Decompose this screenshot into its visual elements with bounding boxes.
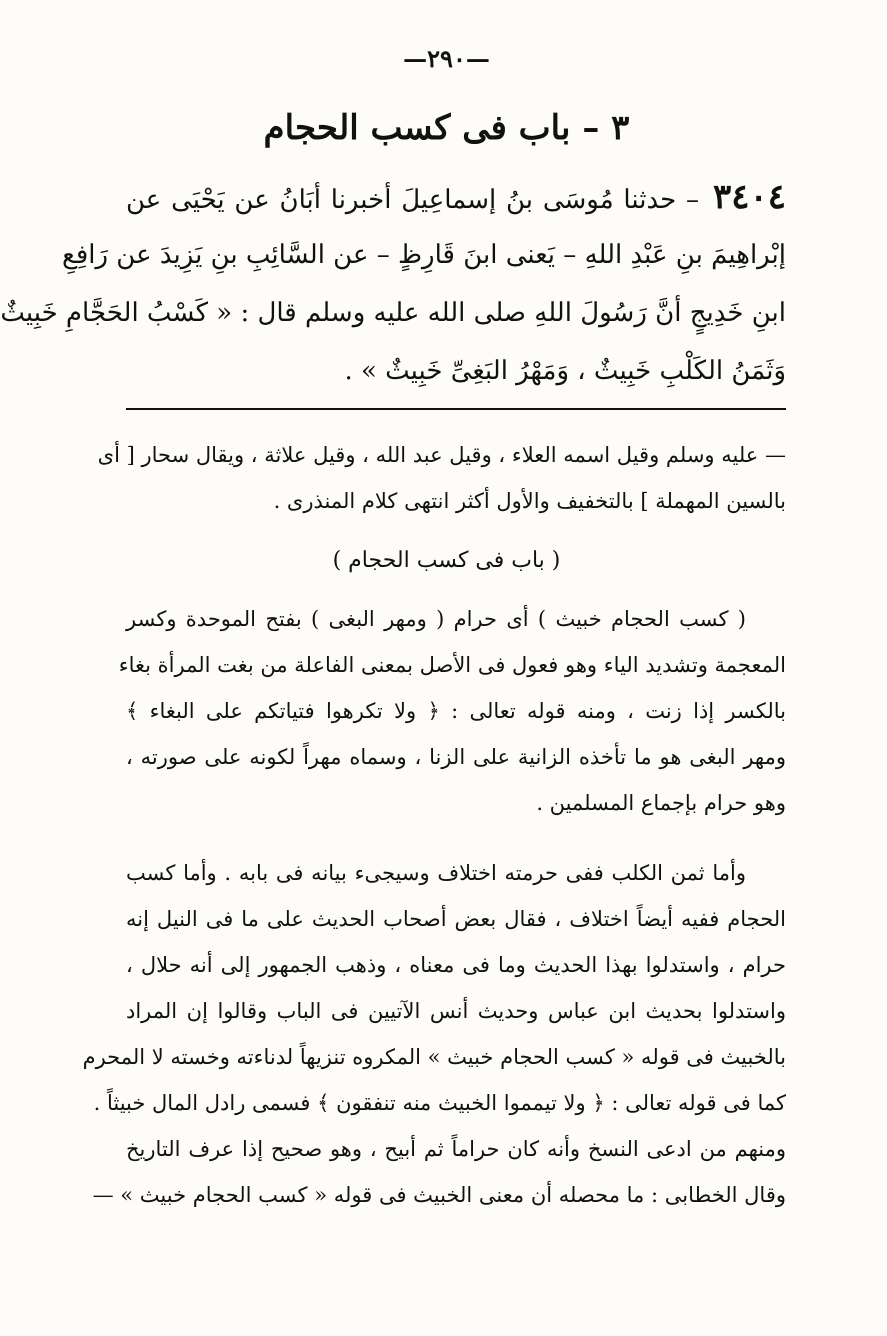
hadith-line: إبْراهِيمَ بنِ عَبْدِ اللهِ – يَعنى ابنَ قَارِظٍ – عن السَّائِبِ بنِ يَزِيدَ عن رَافِعِ: [61, 240, 786, 270]
hadith-line: ٣٤٠٤– حدثنا مُوسَى بنُ إسماعِيلَ أخبرنا أبَانُ عن يَحْيَى عن: [126, 177, 786, 217]
commentary-line: بالخبيث فى قوله « كسب الحجام خبيث » المكروه تنزيهاً لدناءته وخسته لا المحرم: [82, 1045, 786, 1069]
commentary-block-1: [97, 432, 786, 524]
commentary-line: ( كسب الحجام خبيث ) أى حرام ( ومهر البغى ) بفتح الموحدة وكسر: [126, 607, 746, 631]
commentary-line: وأما ثمن الكلب ففى حرمته اختلاف وسيجىء بيانه فى بابه . وأما كسب: [126, 861, 746, 885]
commentary-line: بالسين المهملة ] بالتخفيف والأول أكثر انتهى كلام المنذرى .: [273, 489, 786, 513]
commentary-line: وهو حرام بإجماع المسلمين .: [536, 791, 786, 815]
commentary-line: وقال الخطابى : ما محصله أن معنى الخبيث فى قوله « كسب الحجام خبيث » —: [92, 1183, 786, 1207]
commentary-line: المعجمة وتشديد الياء وهو فعول فى الأصل بمعنى الفاعلة من بغت المرأة بغاء: [118, 653, 786, 677]
commentary-block-2: [118, 596, 786, 826]
footnote-divider: [126, 408, 786, 410]
chapter-heading: ٣ – باب فى كسب الحجام: [263, 108, 630, 148]
commentary-line: حرام ، واستدلوا بهذا الحديث وما فى معناه ، وذهب الجمهور إلى أنه حلال ،: [126, 953, 786, 977]
page-number: —٢٩٠—: [403, 44, 490, 73]
commentary-subheading: ( باب فى كسب الحجام ): [332, 548, 561, 573]
hadith-line: وَثَمَنُ الكَلْبِ خَبِيثٌ ، وَمَهْرُ البَغِىِّ خَبِيثٌ » .: [344, 356, 786, 386]
commentary-line: ومهر البغى هو ما تأخذه الزانية على الزنا ، وسماه مهراً لكونه على صورته ،: [126, 745, 786, 769]
hadith-line: ابنِ خَدِيجٍ أنَّ رَسُولَ اللهِ صلى الله عليه وسلم قال : « كَسْبُ الحَجَّامِ خَبِيثٌ: [0, 298, 786, 328]
commentary-line: — عليه وسلم وقيل اسمه العلاء ، وقيل عبد الله ، وقيل علاثة ، ويقال سحار [ أى: [97, 443, 786, 467]
hadith-number: ٣٤٠٤: [712, 177, 786, 217]
hadith-text: [0, 168, 786, 400]
commentary-line: واستدلوا بحديث ابن عباس وحديث أنس الآتيين فى الباب وقالوا إن المراد: [126, 999, 786, 1023]
commentary-line: ومنهم من ادعى النسخ وأنه كان حراماً ثم أبيح ، وهو صحيح إذا عرف التاريخ: [126, 1137, 786, 1161]
commentary-block-3: [82, 850, 786, 1218]
commentary-line: بالكسر إذا زنت ، ومنه قوله تعالى : ﴿ ولا تكرهوا فتياتكم على البغاء ﴾: [126, 699, 786, 723]
commentary-line: كما فى قوله تعالى : ﴿ ولا تيمموا الخبيث منه تنفقون ﴾ فسمى رادل المال خبيثاً .: [93, 1091, 786, 1115]
commentary-line: الحجام ففيه أيضاً اختلاف ، فقال بعض أصحاب الحديث على ما فى النيل إنه: [126, 907, 786, 931]
